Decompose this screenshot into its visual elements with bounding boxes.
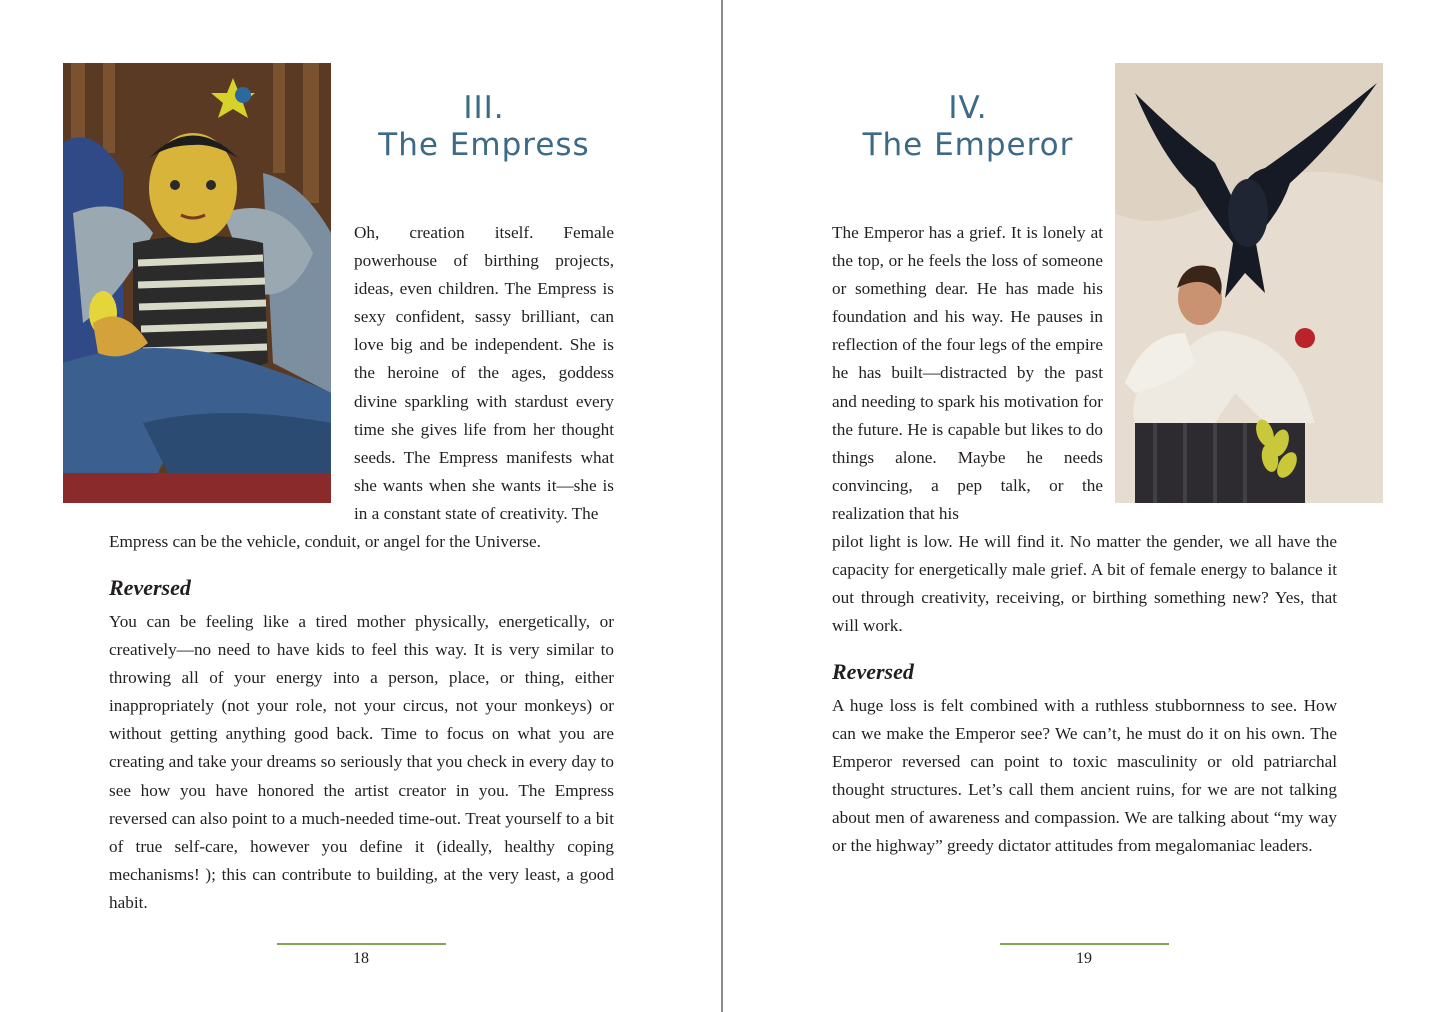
empress-illustration <box>63 63 331 503</box>
footer-rule <box>1000 943 1169 945</box>
emperor-body-wrapped: The Emperor has a grief. It is lonely at the top, or he feels the loss of someone or something dear. He has made his foundation and his way. He pauses in reflection of the four legs of the empire he has built—distracted by the past and needing to spark his motivation for the future. He is capable but likes to do things alone. Maybe he needs convincing, a pep talk, or the realization that his <box>832 223 1103 523</box>
card-numeral: III. <box>463 90 505 126</box>
empress-body-wrapped: Oh, creation itself. Female powerhouse of birthing projects, ideas, even children. The Empress is sexy confident, sassy brilliant, can love big and be independent. She is the heroine of the ages, goddess divine sparkling with stardust every time she gives life from her thought seeds. The Empress manifests what she wants when she wants it—she is in a constant state of creativity. The <box>354 223 614 523</box>
card-numeral: IV. <box>948 90 988 126</box>
empress-body-full: Empress can be the vehicle, conduit, or angel for the Universe. <box>109 532 541 551</box>
emperor-body-full: pilot light is low. He will find it. No matter the gender, we all have the capacity for energetically male grief. A bit of female energy to balance it out through creativity, receiving, or birthing something new? Yes, that will work. <box>832 532 1337 636</box>
emperor-illustration <box>1115 63 1383 503</box>
card-name: The Empress <box>378 127 590 163</box>
empress-reversed-text: You can be feeling like a tired mother physically, energetically, or creatively—no need to have kids to feel this way. It is very similar to throwing all of your energy into a person, place, or thing, either inappropriately (not your role, not your circus, not your monkeys) or without getting anything good back. Time to focus on what you are creating and take your dreams so seriously that you check in every day to see how you have honored the artist creator in you. The Empress reversed can also point to a much-needed time-out. Treat yourself to a bit of true self-care, however you define it (ideally, healthy coping mechanisms! ); this can contribute to building, at the very least, a good habit. <box>109 612 614 912</box>
right-page <box>723 0 1445 1012</box>
card-title-empress <box>334 90 634 164</box>
page-number: 18 <box>353 950 369 967</box>
footer-rule <box>277 943 446 945</box>
emperor-reversed-heading: Reversed <box>832 659 914 684</box>
page-number: 19 <box>1076 950 1092 967</box>
card-name: The Emperor <box>862 127 1074 163</box>
empress-reversed-heading: Reversed <box>109 575 191 600</box>
left-page <box>0 0 721 1012</box>
card-title-emperor <box>818 90 1118 164</box>
emperor-reversed-text: A huge loss is felt combined with a ruthless stubbornness to see. How can we make the Emperor see? We can’t, he must do it on his own. The Emperor reversed can point to toxic masculinity or old patriarchal thought structures. Let’s call them ancient ruins, for we are not talking about men of awareness and compassion. We are talking about “my way or the highway” greedy dictator attitudes from megalomaniac leaders. <box>832 696 1337 856</box>
